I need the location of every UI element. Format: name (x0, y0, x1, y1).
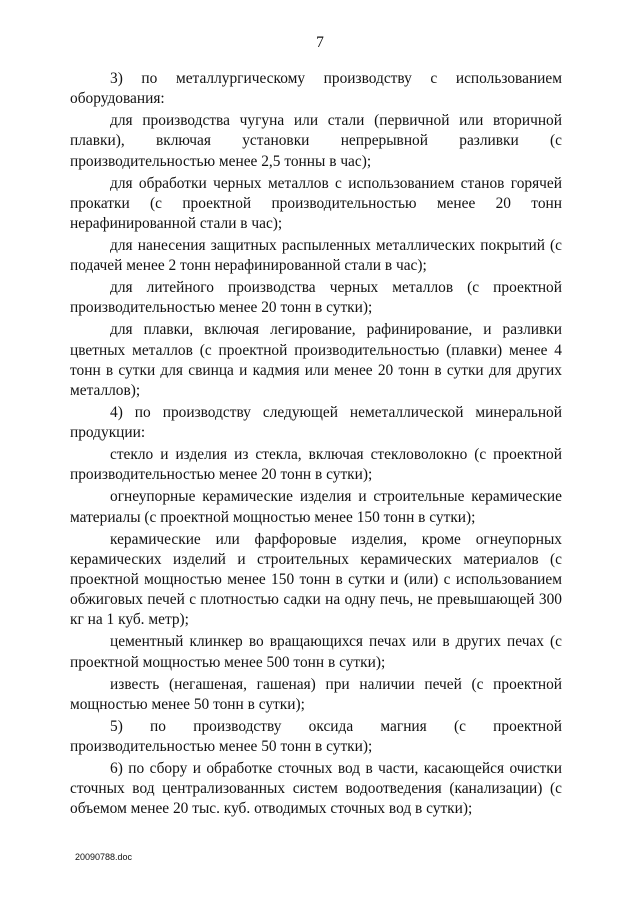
paragraph-cement-clinker: цементный клинкер во вращающихся печах или в других печах (с проектной мощностью менее 500 тонн в сутки); (70, 633, 562, 671)
paragraph-refractory-ceramics: огнеупорные керамические изделия и строительные керамические материалы (с проектной мощностью менее 150 тонн в сутки); (70, 488, 562, 526)
paragraph-item-6-wastewater: 6) по сбору и обработке сточных вод в части, касающейся очистки сточных вод централизованных систем водоотведения (канализации) (с объемом менее 20 тыс. куб. отводимых сточных вод в сутки); (70, 760, 562, 818)
paragraph-item-4-minerals: 4) по производству следующей неметаллической минеральной продукции: (70, 404, 562, 442)
paragraph-nonferrous-smelting: для плавки, включая легирование, рафинирование, и разливки цветных металлов (с проектной производительностью (плавки) менее 4 тонн в сутки для свинца и кадмия или менее 20 тонн в сутки для других металлов); (70, 321, 562, 400)
page-number: 7 (316, 34, 324, 51)
paragraph-ceramic-porcelain: керамические или фарфоровые изделия, кроме огнеупорных керамических изделий и строительных керамических материалов (с проектной мощностью менее 150 тонн в сутки и (или) с использованием обжиговых печей с плотностью садки на одну печь, не превышающей 300 кг на 1 куб. метр); (70, 530, 562, 629)
footer-filename: 20090788.doc (75, 852, 133, 862)
paragraph-item-3-metallurgy: 3) по металлургическому производству с использованием оборудования: (70, 70, 562, 108)
paragraph-metal-coatings: для нанесения защитных распыленных металлических покрытий (с подачей менее 2 тонн нерафинированной стали в час); (70, 237, 562, 275)
paragraph-ferrous-foundry: для литейного производства черных металлов (с проектной производительностью менее 20 тонн в сутки); (70, 279, 562, 317)
paragraph-lime: известь (негашеная, гашеная) при наличии печей (с проектной мощностью менее 50 тонн в сутки); (70, 675, 562, 713)
document-body (70, 69, 562, 821)
paragraph-ferrous-processing: для обработки черных металлов с использованием станов горячей прокатки (с проектной производительностью менее 20 тонн нерафинированной стали в час); (70, 174, 562, 233)
paragraph-glass: стекло и изделия из стекла, включая стекловолокно (с проектной производительностью менее 20 тонн в сутки); (70, 446, 562, 484)
paragraph-item-5-magnesium-oxide: 5) по производству оксида магния (с проектной производительностью менее 50 тонн в сутки); (70, 717, 562, 756)
paragraph-pig-iron-steel: для производства чугуна или стали (первичной или вторичной плавки), включая установки непрерывной разливки (с производительностью менее 2,5 тонны в час); (70, 112, 562, 170)
